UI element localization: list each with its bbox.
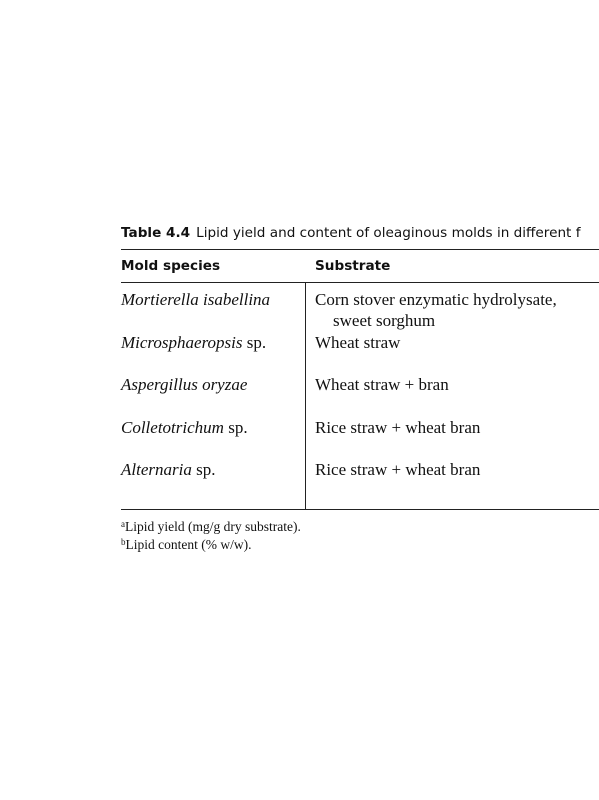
table-row-substrate xyxy=(315,459,599,480)
table-caption xyxy=(121,224,599,242)
species-suffix: sp. xyxy=(223,418,248,437)
substrate-line-2: sweet sorghum xyxy=(333,311,436,330)
species-name: Colletotrichum xyxy=(121,418,224,437)
species-name: Aspergillus oryzae xyxy=(121,375,248,394)
table-row-species xyxy=(121,374,247,395)
substrate-line-1: Corn stover enzymatic hydrolysate, xyxy=(315,290,557,309)
table-caption-text: Lipid yield and content of oleaginous molds in different f xyxy=(196,225,581,241)
substrate-line-1: Wheat straw xyxy=(315,333,401,352)
footnote-text: Lipid yield (mg/g dry substrate). xyxy=(125,519,301,534)
footnote-mark: b xyxy=(121,537,126,547)
species-name: Alternaria xyxy=(121,460,192,479)
table-bottom-rule xyxy=(121,509,599,510)
table-row-substrate xyxy=(315,374,599,395)
table-row-substrate xyxy=(315,332,599,353)
footnote-text: Lipid content (% w/w). xyxy=(125,537,252,552)
footnote-mark: a xyxy=(121,519,125,529)
substrate-line-1: Rice straw + wheat bran xyxy=(315,460,481,479)
table-top-rule xyxy=(121,249,599,250)
table-row-species xyxy=(121,459,215,480)
substrate-line-1: Rice straw + wheat bran xyxy=(315,418,481,437)
table-header-rule xyxy=(121,282,599,283)
substrate-line-1: Wheat straw + bran xyxy=(315,375,449,394)
table-row-species xyxy=(121,289,270,310)
table-row-species xyxy=(121,417,248,438)
table-row-substrate xyxy=(315,289,599,331)
table-row-species xyxy=(121,332,266,353)
column-divider xyxy=(305,282,306,509)
table-number: Table 4.4 xyxy=(121,225,191,241)
species-name: Mortierella isabellina xyxy=(121,290,271,309)
species-suffix: sp. xyxy=(191,460,216,479)
footnote-a xyxy=(121,516,301,535)
species-name: Microsphaeropsis xyxy=(121,333,243,352)
header-mold-species: Mold species xyxy=(121,258,221,274)
header-substrate: Substrate xyxy=(315,258,391,274)
footnote-b xyxy=(121,534,251,553)
species-suffix: sp. xyxy=(242,333,267,352)
table-row-substrate xyxy=(315,417,599,438)
